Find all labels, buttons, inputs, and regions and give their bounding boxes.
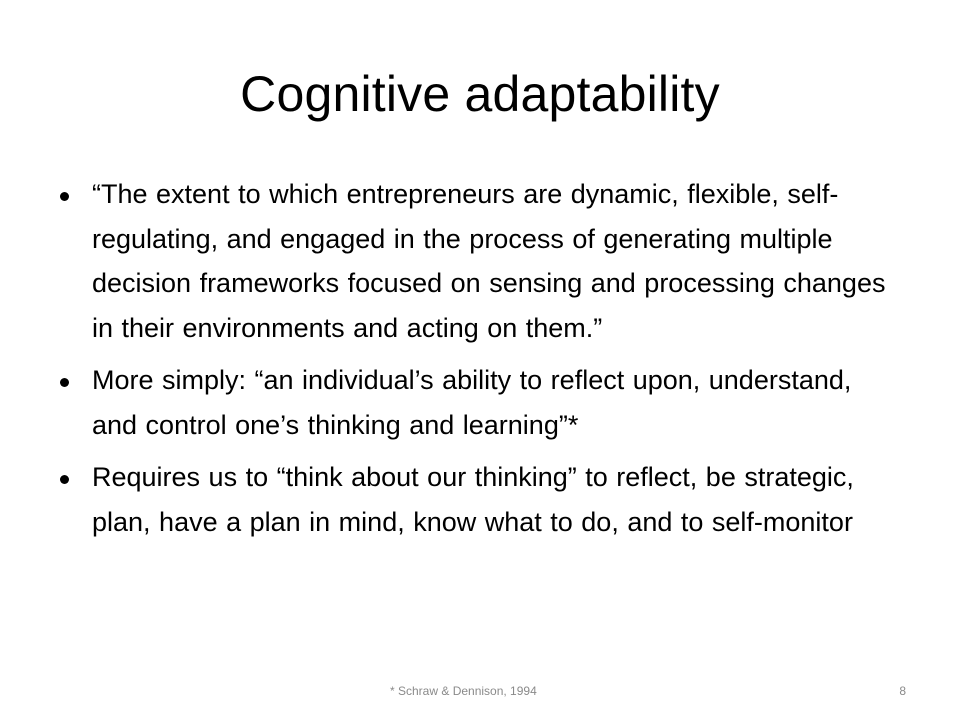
bullet-list: [54, 172, 904, 552]
footer-reference: * Schraw & Dennison, 1994: [390, 684, 537, 698]
bullet-text: “The extent to which entrepreneurs are dynamic, flexible, self-regulating, and engaged in the process of generating multiple decision frameworks focused on sensing and processing changes in their environments and acting on them.”: [92, 179, 886, 343]
bullet-dot-icon: [60, 192, 69, 201]
bullet-item: [54, 455, 904, 544]
bullet-dot-icon: [60, 475, 69, 484]
bullet-item: [54, 172, 904, 350]
slide-title: Cognitive adaptability: [240, 66, 720, 122]
bullet-text: Requires us to “think about our thinking” to reflect, be strategic, plan, have a plan in mind, know what to do, and to self-monitor: [92, 462, 854, 537]
bullet-text: More simply: “an individual’s ability to reflect upon, understand, and control one’s thinking and learning”*: [92, 365, 852, 440]
page-number: 8: [899, 684, 906, 698]
bullet-dot-icon: [60, 378, 69, 387]
bullet-item: [54, 358, 904, 447]
